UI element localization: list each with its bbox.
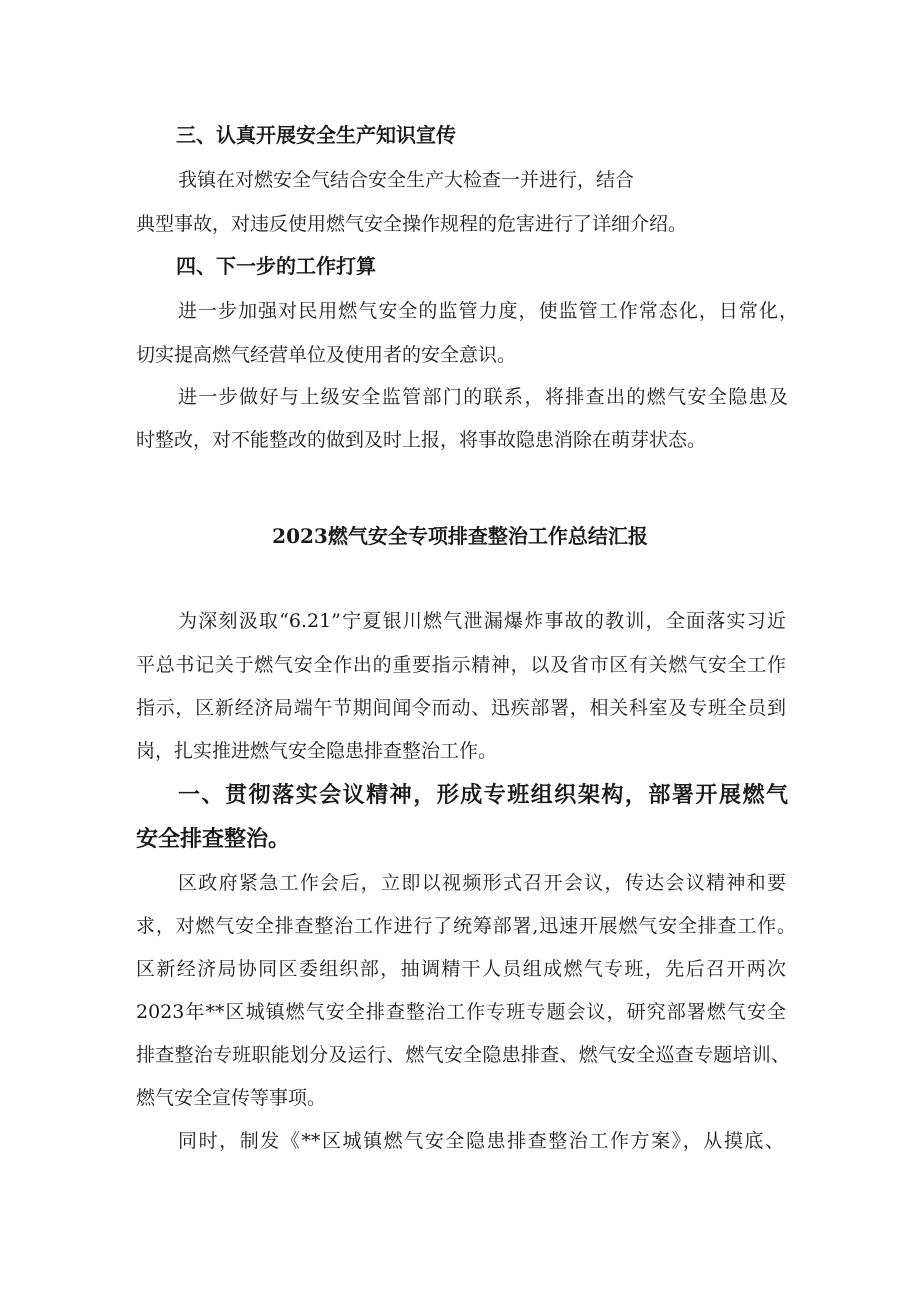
paragraph-line: 燃气安全宣传等事项。 <box>136 1087 327 1109</box>
paragraph-line: 为深刻汲取“6.21”宁夏银川燃气泄漏爆炸事故的教训，全面落实习近 <box>178 610 786 632</box>
paragraph-line: 同时，制发《**区城镇燃气安全隐患排查整治工作方案》，从摸底、 <box>178 1130 784 1152</box>
paragraph-line: 区新经济局协同区委组织部，抽调精干人员组成燃气专班，先后召开两次 <box>136 958 786 980</box>
paragraph-line: 指示，区新经济局端午节期间闻令而动、迅疾部署，相关科室及专班全员到 <box>136 697 786 719</box>
paragraph-line: 岗，扎实推进燃气安全隐患排查整治工作。 <box>136 740 498 762</box>
paragraph-line: 排查整治专班职能划分及运行、燃气安全隐患排查、燃气安全巡查专题培训、 <box>136 1044 790 1066</box>
paragraph-line: 求，对燃气安全排查整治工作进行了统筹部署,迅速开展燃气安全排查工作。 <box>136 915 796 937</box>
section4-heading: 四、下一步的工作打算 <box>176 254 376 278</box>
paragraph-line: 平总书记关于燃气安全作出的重要指示精神，以及省市区有关燃气安全工作 <box>136 654 786 676</box>
paragraph-line: 2023年**区城镇燃气安全排查整治工作专班专题会议，研究部署燃气安全 <box>136 1001 786 1023</box>
paragraph-line: 进一步做好与上级安全监管部门的联系，将排查出的燃气安全隐患及 <box>178 386 788 408</box>
paragraph-line: 典型事故，对违反使用燃气安全操作规程的危害进行了详细介绍。 <box>136 213 688 235</box>
document-title: 2023燃气安全专项排查整治工作总结汇报 <box>272 524 648 548</box>
part1-heading: 安全排查整治。 <box>136 827 291 852</box>
section3-heading: 三、认真开展安全生产知识宣传 <box>176 123 456 147</box>
paragraph-line: 区政府紧急工作会后，立即以视频形式召开会议，传达会议精神和要 <box>178 872 786 894</box>
paragraph-line: 进一步加强对民用燃气安全的监管力度，使监管工作常态化，日常化， <box>178 300 798 322</box>
paragraph-line: 时整改，对不能整改的做到及时上报，将事故隐患消除在萌芽状态。 <box>136 429 707 451</box>
part1-heading: 一、贯彻落实会议精神，形成专班组织架构，部署开展燃气 <box>178 783 788 808</box>
paragraph-line: 我镇在对燃安全气结合安全生产大检查一并进行，结合 <box>178 169 635 191</box>
paragraph-line: 切实提高燃气经营单位及使用者的安全意识。 <box>136 344 517 366</box>
